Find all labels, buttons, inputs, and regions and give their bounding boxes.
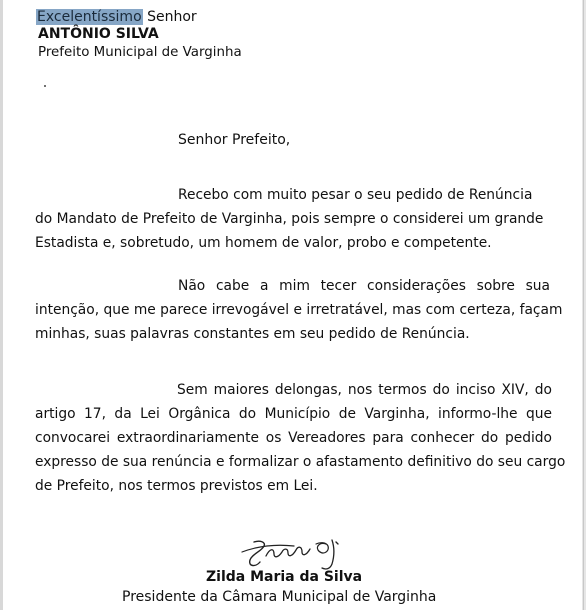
salutation-line: [36, 8, 197, 26]
salutation-rest: Senhor: [142, 9, 197, 25]
recipient-name: ANTÔNIO SILVA: [38, 26, 159, 42]
paragraph-3-line-2: artigo 17, da Lei Orgânica do Município de Varginha, informo-lhe que: [35, 406, 552, 422]
greeting: Senhor Prefeito,: [178, 132, 291, 148]
paragraph-1-line-1: Recebo com muito pesar o seu pedido de Renúncia: [178, 187, 533, 203]
paragraph-1-line-2: do Mandato de Prefeito de Varginha, pois sempre o considerei um grande: [35, 211, 544, 227]
paragraph-3-line-5: de Prefeito, nos termos previstos em Lei.: [35, 478, 318, 494]
paragraph-2-line-3: minhas, suas palavras constantes em seu pedido de Renúncia.: [35, 326, 470, 342]
stray-mark: [44, 85, 46, 87]
page-left-edge: [0, 0, 3, 610]
signatory-name: Zilda Maria da Silva: [206, 569, 363, 585]
paragraph-1: [35, 183, 544, 255]
paragraph-2-line-2: intenção, que me parece irrevogável e irretratável, mas com certeza, façam: [35, 302, 563, 318]
recipient-title: Prefeito Municipal de Varginha: [38, 45, 242, 60]
paragraph-3-line-1: Sem maiores delongas, nos termos do inciso XIV, do: [177, 382, 552, 398]
handwritten-signature: [236, 536, 344, 572]
paragraph-3-line-3: convocarei extraordinariamente os Vereadores para conhecer do pedido: [35, 430, 552, 446]
signatory-title: Presidente da Câmara Municipal de Varginha: [122, 589, 437, 605]
paragraph-1-line-3: Estadista e, sobretudo, um homem de valor, probo e competente.: [35, 235, 492, 251]
paragraph-2: [35, 274, 563, 346]
paragraph-2-line-1: Não cabe a mim tecer considerações sobre sua: [178, 278, 550, 294]
page-right-edge: [582, 0, 586, 610]
salutation-highlight: Excelentíssimo: [37, 9, 142, 25]
paragraph-3: [35, 378, 566, 498]
paragraph-3-line-4: expresso de sua renúncia e formalizar o afastamento definitivo do seu cargo: [35, 454, 566, 470]
